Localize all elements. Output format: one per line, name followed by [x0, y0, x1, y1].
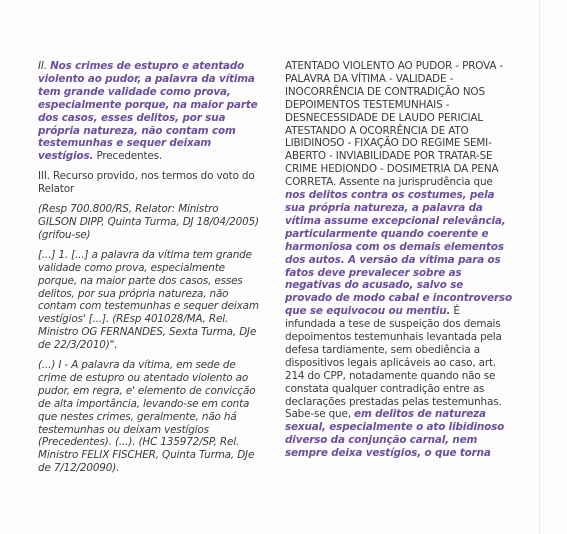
ementa-headings: ATENTADO VIOLENTO AO PUDOR - PROVA - PALAVRA DA VÍTIMA - VALIDADE - INOCORRÊNCIA DE CONTRADIÇÃO NOS DEPOIMENTOS TESTEMUNHAIS - DESNECESSIDADE DE LAUDO PERICIAL ATESTANDO A OCORRÊNCIA DE ATO LIBIDINOSO - FIXAÇÃO DO REGIME SEMI-ABERTO - INVIABILIDADE POR TRATAR-SE CRIME HEDIONDO - DOSIMETRIA DA PENA CORRETA. — [285, 60, 504, 189]
citation-hc-135972: (...) I - A palavra da vítima, em sede de crime de estupro ou atentado violento ao pudor, em regra, e' elemento de convicção de alta importância, levando-se em conta que nestes crimes, geralmente, não há testemunhas ou deixam vestígios (Precedentes). (...). (HC 135972/SP, Rel. Ministro FELIX FISCHER, Quinta Turma, DJe de 7/12/20090). — [38, 359, 256, 475]
left-column — [38, 60, 260, 482]
paragraph-ii-emphasis: Nos crimes de estupro e atentado violento ao pudor, a palavra da vítima tem grande validade como prova, especialmente porque, na maior parte dos casos, esses delitos, por sua própria natureza, não contam com testemunhas e sequer deixam vestígios. — [38, 60, 258, 163]
paragraph-ii-intro: II. — [38, 60, 51, 72]
ementa-emphasis-1: nos delitos contra os costumes, pela sua própria natureza, a palavra da vítima assume excepcional relevância, particularmente quando coerente e harmoniosa com os demais elementos dos autos. A versão da vítima para os fatos deve prevalecer sobre as negativas do acusado, salvo se provado de modo cabal e incontroverso que se equivocou ou mentiu. — [285, 189, 513, 318]
ementa-paragraph — [285, 60, 513, 460]
ementa-text-1: Assente na jurisprudência que — [336, 176, 493, 189]
paragraph-ii-tail: Precedentes. — [93, 150, 163, 163]
citation-resp-401028: [...] 1. [...] a palavra da vítima tem grande validade como prova, especialmente porque, na maior parte dos casos, esses delitos, por sua própria natureza, não contam com testemunhas e sequer deixam vestígios' [...]. (REsp 401028/MA, Rel. Ministro OG FERNANDES, Sexta Turma, DJe de 22/3/2010)". — [38, 248, 259, 352]
paragraph-ii — [38, 60, 260, 163]
right-column — [285, 60, 513, 467]
page-edge-rule — [539, 0, 540, 534]
ementa-text-2: É infundada a tese de suspeição dos demais depoimentos testemunhais levantada pela defesa tardiamente, sem obediência a dispositivos legais aplicáveis ao caso, art. 214 do CPP, notadamente quando não se constata qualquer contradição entre as declarações prestadas pelas testemunhas. Sabe-se que, — [285, 305, 502, 421]
ementa-emphasis-2: em delitos de natureza sexual, especialmente o ato libidinoso diverso da conjunção carnal, nem sempre deixa vestígios, o que torna — [285, 408, 505, 460]
paragraph-iii: III. Recurso provido, nos termos do voto do Relator — [38, 170, 255, 196]
citation-resp-700800: (Resp 700.800/RS, Relator: Ministro GILSON DIPP, Quinta Turma, DJ 18/04/2005) (grifou-se) — [38, 203, 259, 241]
